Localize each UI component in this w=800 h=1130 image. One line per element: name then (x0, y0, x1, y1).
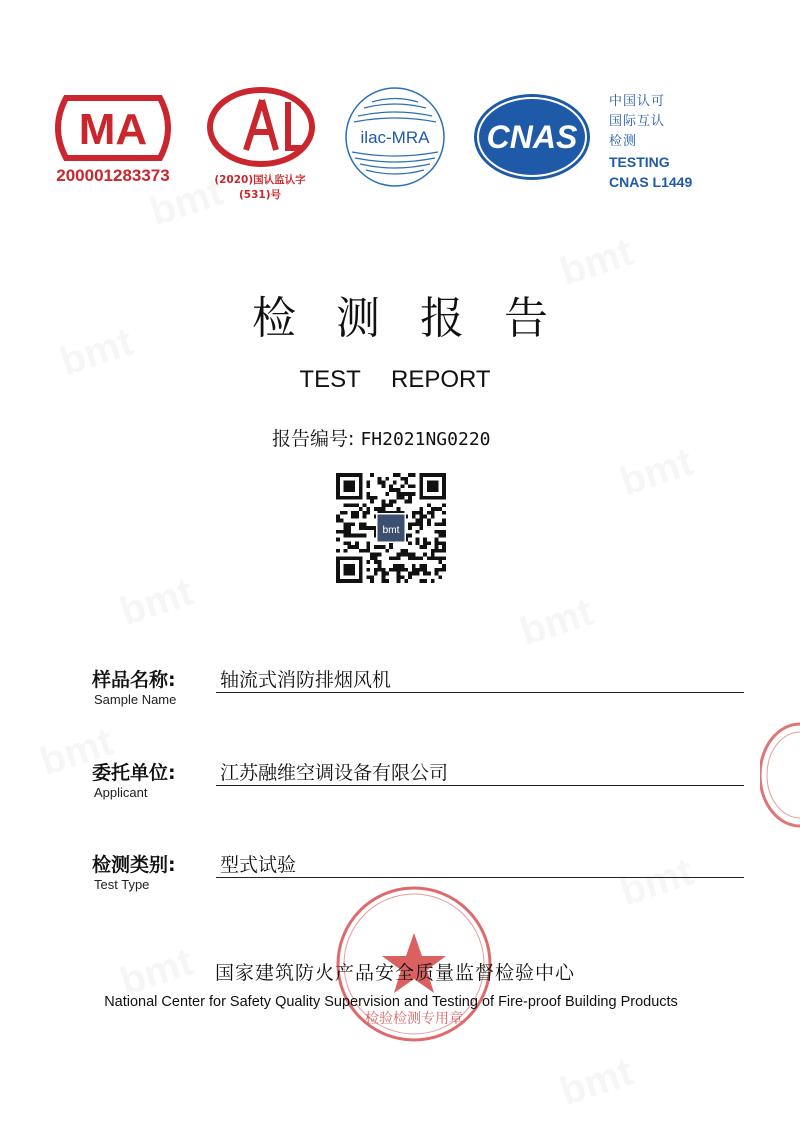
underline (216, 877, 744, 878)
cnas-info-line: 国际互认 (609, 114, 666, 129)
ilac-mra-logo (344, 86, 446, 188)
report-number-value: FH2021NG0220 (360, 429, 491, 450)
field-value: 型式试验 (220, 854, 297, 876)
report-title-en: TEST REPORT (299, 366, 491, 393)
field-label-en: Sample Name (94, 692, 177, 707)
cnas-info-line: 检测 (609, 134, 638, 149)
qr-center-text: bmt (382, 524, 400, 536)
cal-logo (204, 84, 318, 170)
watermark (515, 590, 599, 655)
cnas-accreditation-info (609, 92, 692, 192)
issuer-name-cn: 国家建筑防火产品安全质量监督检验中心 (214, 962, 575, 984)
cma-logo (46, 92, 180, 164)
cnas-info-line: CNAS L1449 (609, 174, 693, 190)
watermark (115, 570, 199, 635)
report-number-label: 报告编号: (272, 428, 355, 450)
field-label: 样品名称: (92, 669, 176, 691)
cal-code: (2020)国认监认字(531)号 (214, 174, 306, 201)
field-label-en: Applicant (94, 785, 148, 800)
cnas-info-line: TESTING (609, 154, 670, 170)
underline (216, 785, 744, 786)
cma-code: 200001283373 (56, 166, 170, 185)
issuer-name-en: National Center for Safety Quality Supervision and Testing of Fire-proof Building Products (104, 994, 678, 1010)
field-label: 委托单位: (92, 762, 176, 784)
qr-code[interactable] (336, 473, 446, 583)
ilac-text: ilac-MRA (360, 128, 430, 147)
field-value: 江苏融维空调设备有限公司 (220, 762, 449, 784)
seal-bottom-text: 检验检测专用章 (365, 1011, 463, 1027)
cnas-logo (470, 90, 594, 184)
edge-seal-fragment (760, 720, 800, 830)
cnas-text: CNAS (486, 119, 578, 155)
field-value: 轴流式消防排烟风机 (220, 669, 392, 691)
cnas-info-line: 中国认可 (609, 94, 666, 109)
watermark (615, 440, 699, 505)
watermark (615, 850, 699, 915)
field-label-en: Test Type (94, 877, 150, 892)
underline (216, 692, 744, 693)
report-title-cn: 检测报告 (252, 293, 588, 344)
watermark (555, 1050, 639, 1115)
svg-text:MA: MA (78, 105, 148, 154)
field-label: 检测类别: (92, 854, 176, 876)
report-number (272, 424, 491, 451)
